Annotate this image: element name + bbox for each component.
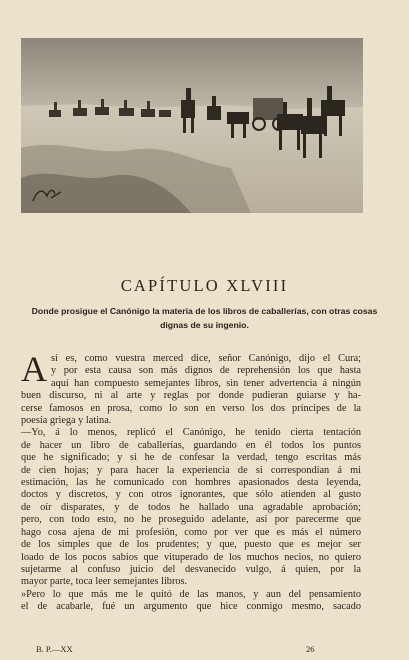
body-line: de cien hojas; y para hacer la experiencia de si correspondían á mi (21, 464, 361, 476)
subtitle-line: dignas de su ingenio. (160, 319, 249, 330)
subtitle-line: Donde prosigue el Canónigo la materia de los libros de caballerías, con otras cosas (31, 306, 378, 316)
engraving-svg (21, 38, 363, 213)
body-line: »Pero lo que más me le quitó de las manos, y aun del pensamiento (21, 588, 361, 600)
page-number: 26 (306, 644, 315, 654)
body-line: que he significado; y si he de confesar la verdad, tengo escritas más (21, 452, 361, 464)
body-line: cerse famosos en prosa, como lo son en verso los dos príncipes de la (21, 402, 361, 414)
signature-mark: B. P.—XX (36, 644, 73, 654)
body-line: aquí han compuesto semejantes libros, sin tener advertencia á ningún (51, 377, 361, 389)
body-line: —Yo, á lo menos, replicó el Canónigo, he tenido cierta tentación (21, 427, 361, 439)
body-line: loado de los pocos sabios que vituperado de los muchos necios, no quiero (21, 551, 361, 563)
body-line: hago cosa ajena de mi profesión, como por ver que es más el número (21, 526, 361, 538)
body-line: sí es, como vuestra merced dice, señor Canónigo, dijo el Cura; (51, 353, 361, 364)
body-line: de los simples que de los prudentes; y que, puesto que es mejor ser (21, 539, 361, 551)
body-line: y por esta causa son más dignos de reprehensión los que hasta (51, 365, 361, 377)
body-line: de hacer un libro de caballerías, guardando en él todos los puntos (21, 439, 361, 451)
chapter-body (21, 349, 361, 614)
chapter-subtitle (26, 305, 383, 332)
body-line: de oír disparates, y de todos he hallado una agradable aprobación; (21, 501, 361, 513)
chapter-title: CAPÍTULO XLVIII (120, 276, 289, 295)
body-line: doctos y discretos, y con otros ignorantes, que sólo atienden al gusto (21, 489, 361, 501)
body-line: pero, con todo esto, no he proseguido adelante, así por parecerme que (21, 514, 361, 526)
body-line: sujetarme al confuso juicio del desvanecido vulgo, á quien, por la (21, 563, 361, 575)
body-line: el de acabarle, fué un argumento que hice conmigo mesmo, sacado (21, 601, 361, 613)
body-line: mayor parte, toca leer semejantes libros. (21, 576, 188, 588)
body-line: buen discurso, ni al arte y reglas por donde pudieran guiarse y ha- (21, 390, 361, 402)
drop-cap: A (21, 349, 47, 389)
body-line: estimación, las he comunicado con hombres apasionados desta leyenda, (21, 477, 361, 489)
engraving-illustration (21, 38, 363, 213)
body-line: poesía griega y latina. (21, 415, 112, 427)
